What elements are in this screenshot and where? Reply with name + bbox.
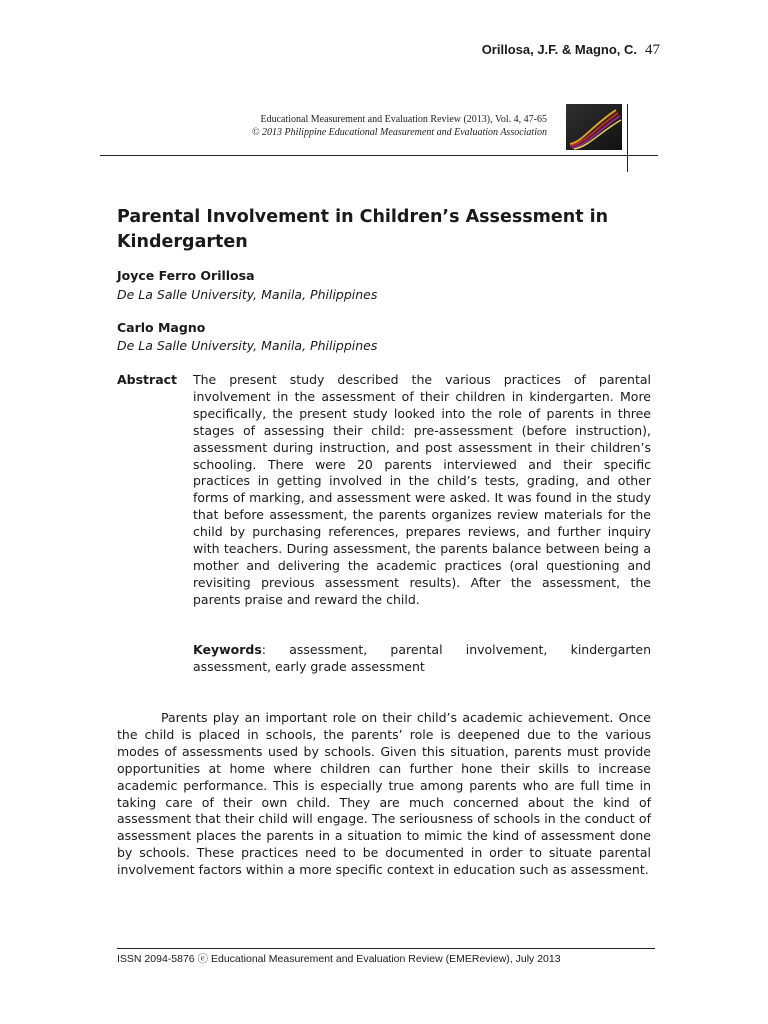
- journal-line: Educational Measurement and Evaluation Review (2013), Vol. 4, 47-65: [260, 114, 547, 125]
- author-name: Joyce Ferro Orillosa: [117, 268, 255, 283]
- keywords-label: Keywords: [193, 642, 262, 657]
- page-number: 47: [645, 42, 660, 58]
- footer-issn: ISSN 2094-5876 ⓔ Educational Measurement and Evaluation Review (EMEReview), July 2013: [117, 953, 561, 965]
- header-vertical-rule: [627, 104, 628, 172]
- abstract-label: Abstract: [117, 372, 178, 387]
- abstract-text: The present study described the various practices of parental involvement in the assessment of their children in kindergarten. More specifically, the present study looked into the role of parents in three stages of assessing their child: pre-assessment (before instruction), assessment during instruction, and post assessment in their children’s schooling. There were 20 parents interviewed and their specific practices in getting involved in the child’s tests, grading, and other forms of marking, and assessment were asked. It was found in the study that before assessment, the parents organizes review materials for the child by purchasing references, prepares reviews, and further inquiry with teachers. During assessment, the parents balance between being a mother and delivering the academic practices (oral questioning and revisiting previous assessment results). After the assessment, the parents praise and reward the child.: [193, 372, 651, 607]
- running-head-authors: Orillosa, J.F. & Magno, C.: [481, 42, 637, 57]
- footer-rule: [117, 948, 655, 949]
- keywords-list: assessment, parental involvement, kindergarten assessment, early grade assessment: [193, 642, 652, 674]
- journal-logo-icon: [566, 104, 622, 150]
- body-paragraph: Parents play an important role on their child’s academic achievement. Once the child is placed in schools, the parents’ role is deepened due to the various modes of assessments used by schools. Given this situation, parents must provide opportunities at home where children can further hone their skills to increase academic performance. This is especially true among parents who are full time in taking care of their own child. They are much concerned about the kind of assessment that their child will engage. The seriousness of schools in the conduct of assessment places the parents in a situation to mimic the kind of assessment done by schools. These practices need to be documented in order to situate parental involvement factors within a more specific context in education such as assessment.: [117, 710, 651, 878]
- author-name: Carlo Magno: [117, 320, 206, 335]
- keywords: Keywords: assessment, parental involvement, kindergarten assessment, early grade assessment: [193, 642, 652, 674]
- author-affiliation: De La Salle University, Manila, Philippines: [117, 287, 378, 302]
- author-affiliation: De La Salle University, Manila, Philippines: [117, 338, 378, 353]
- paper-title: Parental Involvement in Children’s Assessment in Kindergarten: [117, 207, 609, 252]
- journal-citation: [252, 113, 547, 139]
- copyright-line: © 2013 Philippine Educational Measurement and Evaluation Association: [251, 127, 547, 138]
- running-head: [482, 42, 660, 59]
- header-rule: [100, 155, 658, 156]
